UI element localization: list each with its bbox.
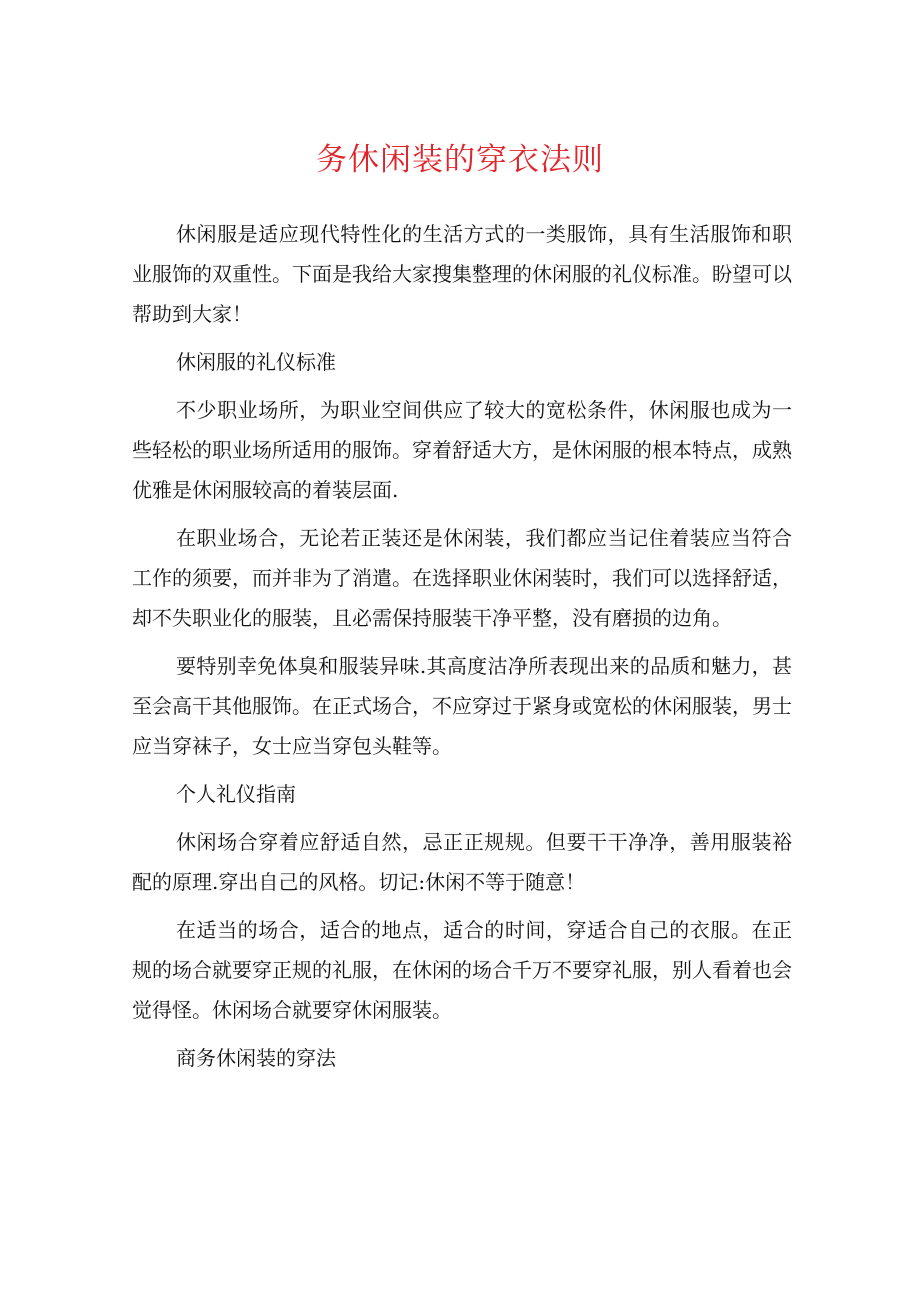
section-heading-business-casual: 商务休闲装的穿法 bbox=[176, 1046, 336, 1070]
paragraph-casual-comfort: 休闲场合穿着应舒适自然，忌正正规规。但要干干净净，善用服装裕配的原理.穿出自己的风格。切记:休闲不等于随意！ bbox=[132, 830, 792, 894]
document-body bbox=[132, 214, 792, 1086]
paragraph-intro: 休闲服是适应现代特性化的生活方式的一类服饰，具有生活服饰和职业服饰的双重性。下面是我给大家搜集整理的休闲服的礼仪标准。盼望可以帮助到大家！ bbox=[132, 222, 792, 326]
paragraph-appropriate-occasions: 在适当的场合，适合的地点，适合的时间，穿适合自己的衣服。在正规的场合就要穿正规的礼服，在休闲的场合千万不要穿礼服，别人看着也会觉得怪。休闲场合就要穿休闲服装。 bbox=[132, 918, 792, 1022]
paragraph-avoid-odor: 要特别幸免体臭和服装异味.其高度沽净所表现出来的品质和魅力，甚至会高干其他服饰。在正式场合，不应穿过于紧身或宽松的休闲服装，男士应当穿袜子，女士应当穿包头鞋等。 bbox=[132, 654, 792, 758]
paragraph-professional-occasions: 在职业场合，无论若正装还是休闲装，我们都应当记住着装应当符合工作的须要，而并非为了消遣。在选择职业休闲装时，我们可以选择舒适，却不失职业化的服装，且必需保持服装干净平整，没有磨损的边角。 bbox=[132, 526, 792, 630]
paragraph-workplace-leisure: 不少职业场所，为职业空间供应了较大的宽松条件，休闲服也成为一些轻松的职业场所适用的服饰。穿着舒适大方，是休闲服的根本特点，成熟优雅是休闲服较高的着装层面. bbox=[132, 398, 792, 502]
section-heading-etiquette-standard: 休闲服的礼仪标准 bbox=[176, 350, 336, 374]
section-heading-personal-etiquette: 个人礼仪指南 bbox=[176, 782, 296, 806]
document-title: 务休闲装的穿衣法则 bbox=[316, 142, 604, 178]
